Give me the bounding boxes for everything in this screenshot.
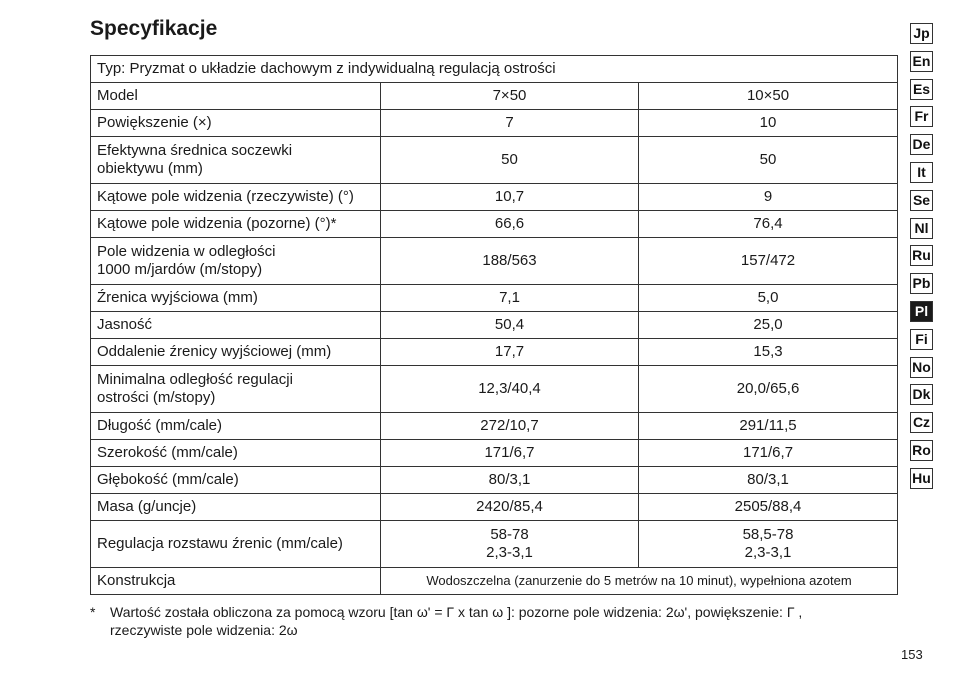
spec-label [91,110,381,137]
spec-value-7x50 [381,494,639,521]
spec-value-7x50-text: 80/3,1 [488,471,531,488]
spec-value-7x50 [381,440,639,467]
spec-value-7x50 [381,413,639,440]
spec-label [91,413,381,440]
language-tab-es[interactable]: Es [910,79,933,100]
spec-label-text: Kątowe pole widzenia (pozorne) (°)* [97,215,337,232]
spec-value-10x50 [639,413,898,440]
spec-value-7x50 [381,366,639,413]
spec-row [91,366,898,413]
spec-value-7x50-text: 171/6,7 [484,444,535,461]
spec-value-10x50-text: 5,0 [757,289,779,306]
spec-value-10x50-text: 50 [759,151,777,168]
spec-value-10x50-text: 291/11,5 [739,417,797,434]
footnote-mark: * [90,604,96,620]
spec-value-7x50 [381,238,639,285]
spec-value-7x50 [381,285,639,312]
spec-row [91,467,898,494]
spec-label-text: ostrości (m/stopy) [97,389,216,406]
spec-value-7x50 [381,521,639,568]
spec-value-10x50-text: 58,5-78 [742,526,794,543]
spec-row [91,413,898,440]
spec-label-text: obiektywu (mm) [97,160,203,177]
spec-value-7x50 [381,83,639,110]
spec-label-text: Model [97,87,138,104]
spec-value-10x50 [639,184,898,211]
spec-row [91,211,898,238]
spec-value-10x50-text: 20,0/65,6 [736,380,800,397]
spec-row [91,521,898,568]
language-tab-dk[interactable]: Dk [910,384,933,405]
language-tab-nl[interactable]: Nl [910,218,933,239]
spec-label [91,285,381,312]
spec-label [91,238,381,285]
spec-label-text: Głębokość (mm/cale) [97,471,239,488]
spec-label [91,184,381,211]
spec-value-7x50 [381,184,639,211]
construction-value: Wodoszczelna (zanurzenie do 5 metrów na 10 minut), wypełniona azotem [381,568,898,595]
spec-label-text: Szerokość (mm/cale) [97,444,238,461]
spec-value-7x50-text: 50,4 [494,316,525,333]
spec-value-10x50 [639,238,898,285]
language-tab-en[interactable]: En [910,51,933,72]
spec-value-7x50-text: 58-78 [490,526,529,543]
construction-label: Konstrukcja [91,568,381,595]
spec-label [91,467,381,494]
spec-value-10x50 [639,440,898,467]
spec-value-7x50-text: 2,3-3,1 [486,544,533,561]
spec-label [91,211,381,238]
spec-value-10x50-text: 15,3 [753,343,783,360]
spec-label [91,83,381,110]
spec-value-10x50 [639,312,898,339]
language-tab-de[interactable]: De [910,134,933,155]
language-tab-no[interactable]: No [910,357,933,378]
spec-label-text: Efektywna średnica soczewki [97,142,293,159]
language-tabs [910,23,935,496]
spec-value-10x50 [639,494,898,521]
spec-value-7x50-text: 272/10,7 [480,417,539,434]
spec-value-10x50-text: 171/6,7 [742,444,794,461]
type-row [91,56,898,83]
spec-label [91,339,381,366]
spec-value-7x50 [381,110,639,137]
language-tab-ru[interactable]: Ru [910,245,933,266]
spec-label [91,494,381,521]
spec-value-7x50 [381,137,639,184]
spec-row [91,312,898,339]
spec-value-10x50-text: 157/472 [740,252,796,269]
spec-label-text: Minimalna odległość regulacji [97,371,293,388]
spec-label [91,312,381,339]
spec-value-7x50 [381,467,639,494]
spec-value-10x50 [639,366,898,413]
spec-value-7x50 [381,211,639,238]
construction-row [91,568,898,595]
footnote-line-1: Wartość została obliczona za pomocą wzoru [tan ω' = Γ x tan ω ]: pozorne pole widzenia: 2ω', powiększenie: Γ , [110,604,803,620]
footnote-line-2: rzeczywiste pole widzenia: 2ω [110,622,298,638]
spec-value-10x50-text: 25,0 [753,316,783,333]
spec-label-text: Pole widzenia w odległości [97,243,276,260]
page-number: 153 [901,647,923,662]
spec-value-7x50-text: 7,1 [499,289,520,306]
spec-value-10x50-text: 2505/88,4 [734,498,802,515]
spec-table-body [91,56,898,595]
spec-value-10x50-text: 2,3-3,1 [744,544,792,561]
spec-value-10x50-text: 10×50 [746,87,790,104]
spec-label-text: Długość (mm/cale) [97,417,223,434]
language-tab-fr[interactable]: Fr [910,106,933,127]
spec-label-text: Jasność [97,316,153,333]
spec-value-10x50-text: 76,4 [753,215,783,232]
language-tab-se[interactable]: Se [910,190,933,211]
spec-value-7x50 [381,339,639,366]
spec-value-7x50 [381,312,639,339]
spec-value-7x50-text: 7 [505,114,514,131]
spec-value-10x50 [639,467,898,494]
spec-row [91,440,898,467]
spec-row [91,285,898,312]
spec-value-10x50 [639,83,898,110]
language-tab-pb[interactable]: Pb [910,273,933,294]
language-tab-fi[interactable]: Fi [910,329,933,350]
spec-row [91,184,898,211]
spec-value-10x50 [639,285,898,312]
spec-label [91,521,381,568]
spec-label-text: Regulacja rozstawu źrenic (mm/cale) [97,535,343,552]
language-tab-jp[interactable]: Jp [910,23,933,44]
language-tab-hu[interactable]: Hu [910,468,933,489]
spec-label-text: Kątowe pole widzenia (rzeczywiste) (°) [97,188,354,205]
spec-label-text: Masa (g/uncje) [97,498,197,515]
page-title: Specyfikacje [90,17,218,40]
spec-row [91,494,898,521]
spec-row [91,339,898,366]
spec-row [91,83,898,110]
spec-table [90,55,898,595]
language-tab-cz[interactable]: Cz [910,412,933,433]
spec-value-10x50 [639,211,898,238]
spec-label [91,137,381,184]
spec-value-7x50-text: 12,3/40,4 [478,380,541,397]
spec-value-10x50-text: 9 [763,188,773,205]
language-tab-ro[interactable]: Ro [910,440,933,461]
language-tab-pl[interactable]: Pl [910,301,933,322]
spec-value-7x50-text: 17,7 [494,343,525,360]
spec-value-7x50-text: 188/563 [482,252,537,269]
spec-value-7x50-text: 66,6 [494,215,525,232]
spec-label-text: 1000 m/jardów (m/stopy) [97,261,263,278]
spec-value-7x50-text: 10,7 [494,188,525,205]
spec-value-10x50 [639,137,898,184]
type-cell: Typ: Pryzmat o układzie dachowym z indywidualną regulacją ostrości [91,56,898,83]
spec-value-7x50-text: 2420/85,4 [476,498,543,515]
spec-value-10x50 [639,521,898,568]
spec-label [91,440,381,467]
spec-row [91,137,898,184]
spec-value-10x50-text: 80/3,1 [747,471,789,488]
spec-label [91,366,381,413]
spec-label-text: Powiększenie (×) [97,114,212,131]
spec-label-text: Źrenica wyjściowa (mm) [97,289,258,306]
spec-label-text: Oddalenie źrenicy wyjściowej (mm) [97,343,332,360]
spec-value-10x50 [639,339,898,366]
spec-value-10x50 [639,110,898,137]
language-tab-it[interactable]: It [910,162,933,183]
spec-value-10x50-text: 10 [759,114,777,131]
spec-value-7x50-text: 50 [501,151,518,168]
spec-row [91,110,898,137]
spec-value-7x50-text: 7×50 [492,87,527,104]
spec-row [91,238,898,285]
footnote [90,603,910,639]
